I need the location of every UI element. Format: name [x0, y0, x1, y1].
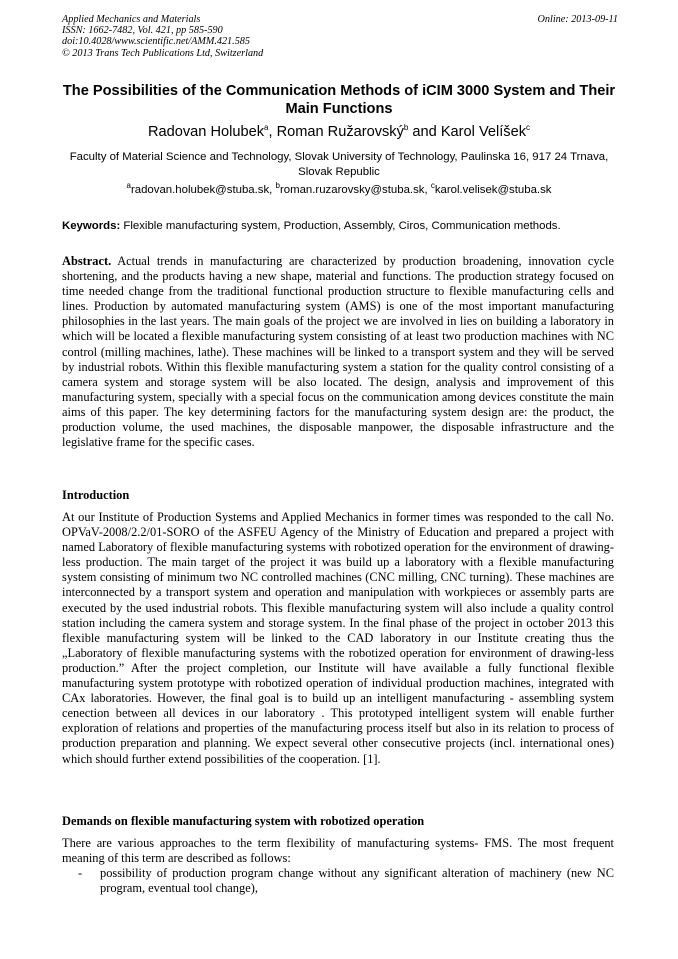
journal-issn: ISSN: 1662-7482, Vol. 421, pp 585-590: [62, 25, 223, 37]
journal-doi: doi:10.4028/www.scientific.net/AMM.421.585: [62, 36, 250, 48]
author-separator: ,: [268, 124, 277, 140]
author-list: [62, 123, 616, 141]
author-affil-mark: c: [526, 123, 531, 133]
abstract-text: Actual trends in manufacturing are characterized by production broadening, innovation cycle shortening, and the products having a new shape, material and functions. The production strategy focused on time needed change from the traditional functional production structure to flexible manufacturing cells and lines. Production by automated manufacturing system (AMS) is one of the most important manufacturing philosophies in the last years. The main goals of the project we are involved in lies on building a laboratory in which will be located a flexible manufacturing system consisting of at least two production machines with NC control (milling machines, lathe). These machines will be linked to a transport system and they will be served by industrial robots. Within this flexible manufacturing system a station for the quality control consisting of a camera system and storage system will be also located. The design, analysis and improvement of this manufacturing system, specially with a special focus on the communication among devices constitute the main aims of this paper. The key determining factors for the manufacturing system design are: the product, the production volume, the used machines, the disposable manpower, the disposable infrastructure and the legislative frame for the specific cases.: [62, 254, 614, 450]
paper-title: The Possibilities of the Communication Methods of iCIM 3000 System and Their Main Functions: [62, 83, 616, 117]
abstract-label: Abstract.: [62, 254, 112, 268]
keywords-text: Flexible manufacturing system, Production, Assembly, Ciros, Communication methods.: [123, 220, 561, 232]
affiliation: Faculty of Material Science and Technology, Slovak University of Technology, Paulinska 16, 917 24 Trnava, Slovak Republic: [69, 151, 609, 178]
email-address[interactable]: roman.ruzarovsky@stuba.sk: [279, 184, 425, 196]
author-separator: and: [408, 124, 441, 140]
author-name: Karol Velíšek: [440, 124, 527, 140]
introduction-text: At our Institute of Production Systems and Applied Mechanics in former times was responded to the call No. OPVaV-2008/2.2/01-SORO of the ASFEU Agency of the Ministry of Education and prepared a project with named Laboratory of flexible manufacturing systems with robotized operation for the environment of drawing-less production. The main target of the project it was build up a laboratory with a flexible manufacturing system consisting of minimum two NC controlled machines (CNC milling, CNC turning). These machines are interconnected by a transport system and operation and manipulation with workpieces or assembly parts are executed by the used industrial robots. This flexible manufacturing system will also include a quality control station including the camera system and storage system. In the final phase of the project in october 2013 this flexible manufacturing system will be linked to the CAD laboratory in our Institute creating thus the „Laboratory of flexible manufacturing systems with the robotized operation for environment of drawing-less production.” After the project completion, our Institute will have available a fully functional flexible manufacturing system prototype with robotized operation of individual production machines, integrated with CAx laboratories. However, the final goal is to build up an intelligent manufacturing - assembling system cenection between all devices in our laboratory . This prototyped intelligent system will enable further exploration of relations and properties of the manufacturing process itself but also in its relation to process of production preparation and planning. We expect several other consecutive projects (incl. international ones) which should further extend possibilities of the cooperation. [1].: [62, 510, 614, 766]
email-address[interactable]: radovan.holubek@stuba.sk: [130, 184, 270, 196]
list-item-text: possibility of production program change without any significant alteration of machinery (new NC program, eventual tool change),: [100, 866, 614, 896]
email-separator: ,: [424, 184, 431, 196]
email-separator: ,: [269, 184, 276, 196]
email-address[interactable]: karol.velisek@stuba.sk: [434, 184, 552, 196]
keywords: [62, 219, 618, 234]
author-name: Roman Ružarovský: [276, 124, 404, 140]
journal-copyright: © 2013 Trans Tech Publications Ltd, Switzerland: [62, 47, 264, 59]
email-mark: a: [126, 181, 131, 191]
demands-text: There are various approaches to the term flexibility of manufacturing systems- FMS. The most frequent meaning of this term are described as follows:: [62, 836, 614, 866]
list-bullet: -: [78, 866, 83, 880]
abstract: [62, 254, 614, 450]
author-name: Radovan Holubek: [147, 124, 264, 140]
email-mark: b: [275, 181, 280, 191]
journal-header: [62, 14, 618, 59]
journal-name: Applied Mechanics and Materials: [62, 14, 201, 25]
demands-heading: Demands on flexible manufacturing system with robotized operation: [62, 814, 425, 828]
author-affil-mark: b: [403, 123, 409, 133]
author-emails: [62, 183, 616, 198]
online-date: Online: 2013-09-11: [537, 14, 618, 25]
email-mark: c: [430, 181, 435, 191]
keywords-label: Keywords:: [62, 220, 121, 232]
author-affil-mark: a: [264, 123, 269, 133]
introduction-heading: Introduction: [62, 488, 130, 502]
